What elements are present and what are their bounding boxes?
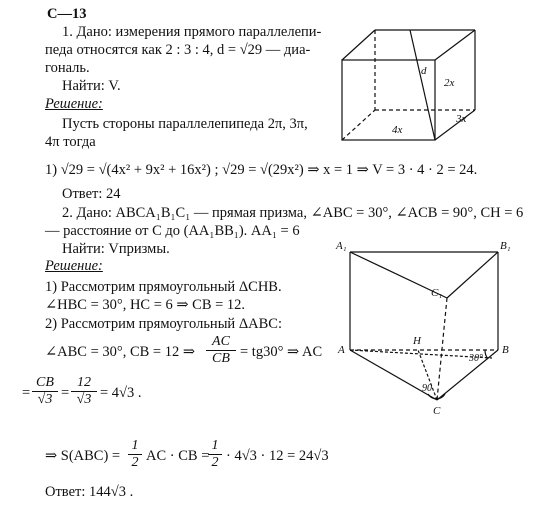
edge-b-c	[437, 350, 498, 400]
p1-find: Найти: V.	[62, 78, 121, 94]
p2-eq3-pre: ⇒ S(ABC) =	[45, 448, 121, 464]
vertex-b1: B₁	[500, 240, 511, 252]
label-4x: 4x	[392, 124, 403, 136]
p1-given-line2: педа относятся как 2 : 3 : 4, d = √29 — диа-	[45, 42, 311, 58]
hidden-depth-edge	[342, 110, 375, 140]
problem-code: С—13	[47, 6, 87, 22]
frac-denominator: 2	[208, 454, 222, 471]
frac-denominator: √3	[32, 391, 58, 408]
p2-find: Найти: Vпризмы.	[62, 241, 170, 257]
diagonal-d	[410, 30, 435, 140]
frac-numerator: 1	[131, 438, 139, 453]
prism-figure	[350, 252, 498, 400]
vertex-a1: A₁	[336, 240, 347, 252]
top-left-edge	[342, 30, 375, 60]
frac-numerator: 1	[211, 438, 219, 453]
p1-solution-label: Решение:	[45, 96, 103, 112]
frac-numerator: 12	[77, 375, 91, 390]
p1-given-line3: гональ.	[45, 60, 90, 76]
top-right-edge	[435, 30, 475, 60]
p1-given-line1: 1. Дано: измерения прямого параллелепи-	[62, 24, 322, 40]
label-2x: 2x	[444, 77, 455, 89]
edge-b1-c1	[447, 252, 498, 298]
vertex-b: B	[502, 344, 509, 356]
angle-90-label: 90	[422, 383, 432, 394]
p2-given-line1: 2. Дано: ABCA₁B₁C₁ — прямая призма, ∠ABC = 30°, ∠ACB = 90°, CH = 6	[62, 205, 524, 221]
p1-text1: Пусть стороны параллелепипеда 2π, 3π,	[62, 116, 308, 132]
p2-step2: 2) Рассмотрим прямоугольный ΔABC:	[45, 316, 282, 332]
frac-numerator: CB	[36, 375, 54, 390]
frac-numerator: AC	[212, 334, 230, 349]
vertex-c: C	[433, 405, 441, 417]
p1-equation: 1) √29 = √(4x² + 9x² + 16x²) ; √29 = √(29x²) ⇒ x = 1 ⇒ V = 3 · 4 · 2 = 24.	[45, 162, 478, 178]
p2-eq3-mid: AC · CB =	[146, 448, 210, 464]
vertex-c1: C₁	[431, 287, 443, 299]
p2-eq2-eq: =	[61, 385, 70, 401]
label-3x: 3x	[456, 113, 467, 125]
p2-solution-label: Решение:	[45, 258, 103, 274]
p2-eq3-post: · 4√3 · 12 = 24√3	[226, 448, 329, 464]
p2-given-line2: — расстояние от C до (AA₁BB₁). AA₁ = 6	[45, 223, 300, 239]
p1-text2: 4π тогда	[45, 134, 96, 150]
frac-denominator: √3	[71, 391, 97, 408]
vertex-a: A	[338, 344, 345, 356]
p2-eq-mid: = tg30° ⇒ AC	[240, 344, 323, 360]
p2-eq-left: ∠ABC = 30°, CB = 12 ⇒	[45, 344, 195, 360]
p2-eq2-post: = 4√3 .	[100, 385, 142, 401]
label-d: d	[421, 65, 427, 77]
vertex-h: H	[413, 335, 421, 347]
p2-step1b: ∠HBC = 30°, HC = 6 ⇒ CB = 12.	[45, 297, 246, 313]
edge-c-c1	[437, 298, 447, 400]
p2-answer: Ответ: 144√3 .	[45, 484, 134, 500]
frac-denominator: 2	[128, 454, 142, 471]
p2-step1a: 1) Рассмотрим прямоугольный ΔCHB.	[45, 279, 282, 295]
p1-answer: Ответ: 24	[62, 186, 121, 202]
p2-eq2-pre: =	[22, 385, 31, 401]
angle-30-label: 30°	[469, 353, 483, 364]
frac-denominator: CB	[206, 350, 236, 367]
bottom-right-edge	[435, 110, 475, 140]
